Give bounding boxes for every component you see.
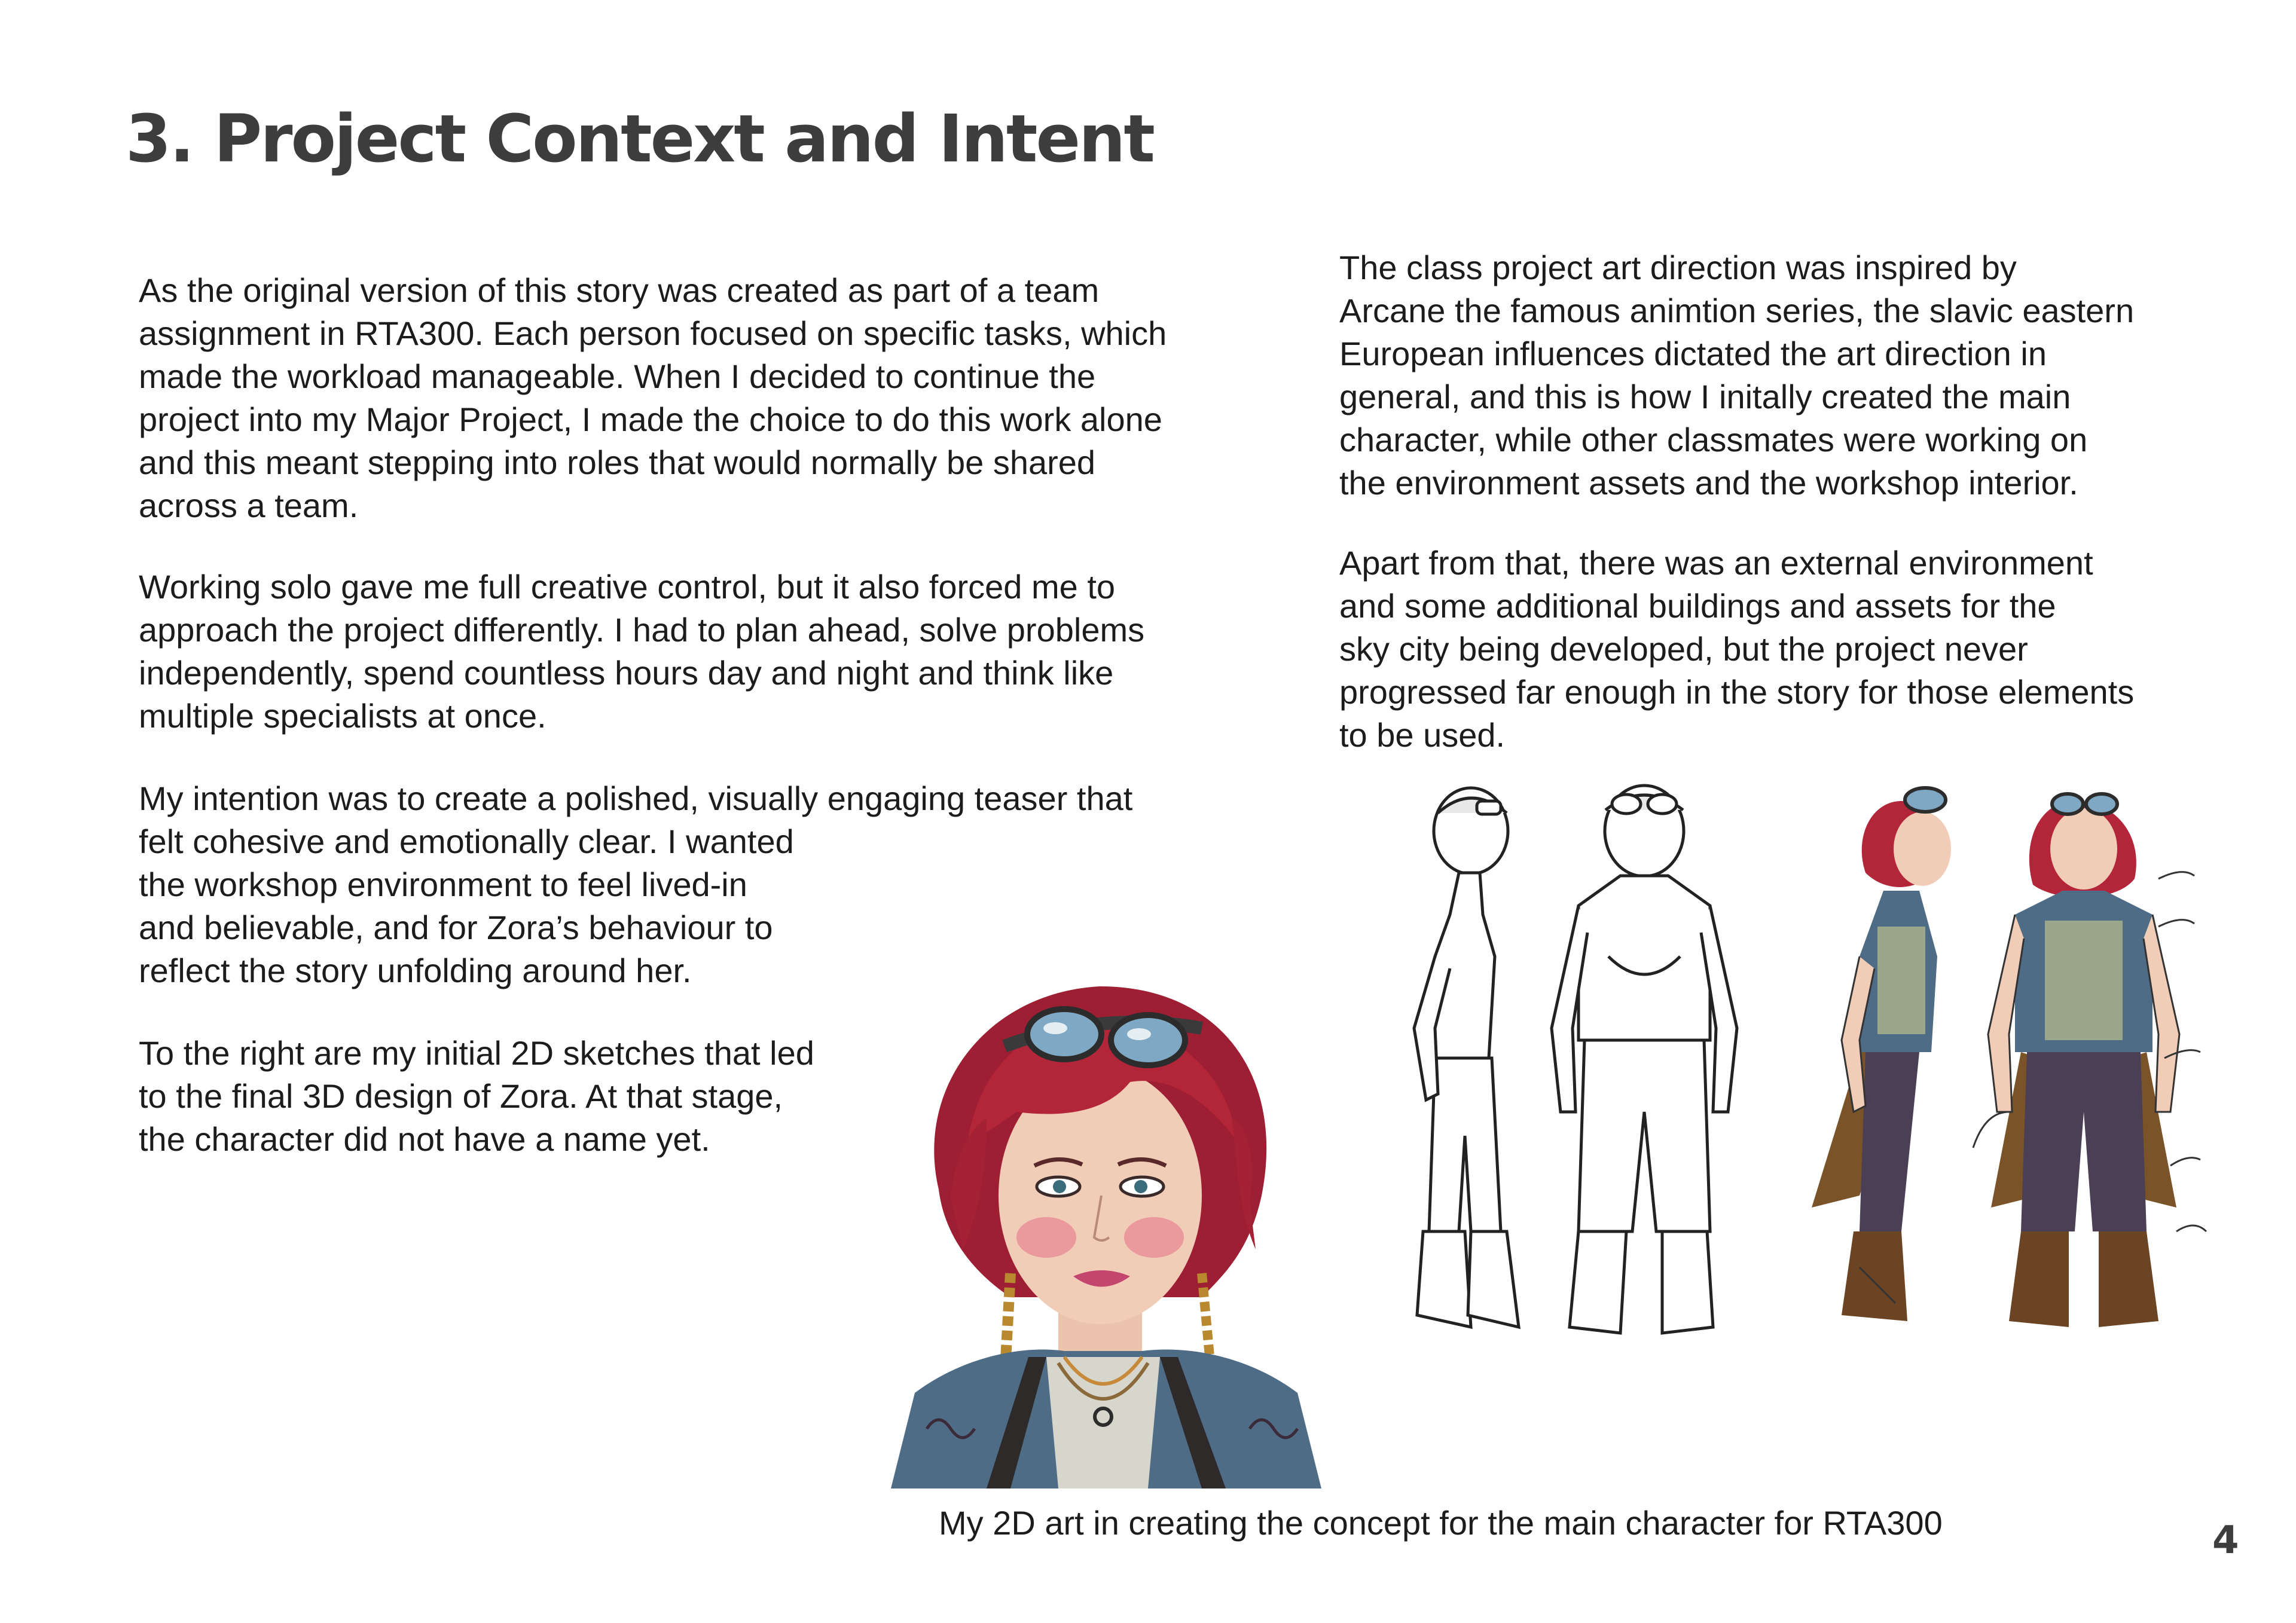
text-line: multiple specialists at once. bbox=[139, 697, 546, 735]
text-line: and this meant stepping into roles that would normally be shared bbox=[139, 444, 1096, 481]
paragraph-team-context bbox=[139, 269, 1167, 527]
text-line: assignment in RTA300. Each person focused on specific tasks, which bbox=[139, 314, 1167, 352]
text-line: project into my Major Project, I made the choice to do this work alone bbox=[139, 401, 1162, 438]
text-line: As the original version of this story was created as part of a team bbox=[139, 271, 1100, 309]
paragraph-sketches bbox=[139, 1032, 814, 1161]
page-number: 4 bbox=[2212, 1518, 2239, 1563]
text-line: European influences dictated the art direction in bbox=[1339, 335, 2047, 372]
paragraph-working-solo bbox=[139, 566, 1144, 738]
paragraph-art-direction bbox=[1339, 246, 2134, 505]
page-title: 3. Project Context and Intent bbox=[126, 100, 1153, 177]
text-line: The class project art direction was inspired by bbox=[1339, 249, 2017, 286]
text-line: sky city being developed, but the project never bbox=[1339, 630, 2028, 668]
text-line: independently, spend countless hours day and night and think like bbox=[139, 654, 1114, 692]
text-line: general, and this is how I initally created the main bbox=[1339, 378, 2071, 415]
text-line: to be used. bbox=[1339, 716, 1506, 754]
colored-side-view bbox=[1812, 788, 1951, 1321]
text-line: and some additional buildings and assets for the bbox=[1339, 587, 2056, 625]
text-line: the environment assets and the workshop interior. bbox=[1339, 464, 2078, 502]
sketch-front-view bbox=[1552, 785, 1737, 1333]
text-line: approach the project differently. I had to plan ahead, solve problems bbox=[139, 611, 1145, 649]
colored-front-view bbox=[1988, 794, 2179, 1327]
text-line: Working solo gave me full creative control, but it also forced me to bbox=[139, 568, 1116, 606]
character-turnaround-sheet bbox=[1381, 777, 2236, 1435]
text-line: and believable, and for Zora’s behaviour to bbox=[139, 909, 773, 946]
paragraph-external-environment bbox=[1339, 542, 2134, 757]
text-line: the workshop environment to feel lived-in bbox=[139, 866, 747, 903]
text-line: character, while other classmates were working on bbox=[1339, 421, 2088, 459]
text-line: reflect the story unfolding around her. bbox=[139, 952, 692, 989]
text-line: To the right are my initial 2D sketches that led bbox=[139, 1034, 814, 1072]
text-line: felt cohesive and emotionally clear. I wanted bbox=[139, 823, 794, 860]
figure-caption: My 2D art in creating the concept for the main character for RTA300 bbox=[939, 1504, 1943, 1542]
text-line: Arcane the famous animtion series, the slavic eastern bbox=[1339, 292, 2135, 329]
text-line: across a team. bbox=[139, 487, 359, 524]
text-line: My intention was to create a polished, visually engaging teaser that bbox=[139, 780, 1133, 817]
text-line: made the workload manageable. When I decided to continue the bbox=[139, 357, 1096, 395]
text-line: progressed far enough in the story for those elements bbox=[1339, 673, 2135, 711]
text-line: to the final 3D design of Zora. At that stage, bbox=[139, 1077, 783, 1115]
text-line: Apart from that, there was an external environment bbox=[1339, 544, 2093, 582]
character-portrait-illustration bbox=[867, 939, 1339, 1488]
sketch-side-view bbox=[1414, 788, 1519, 1327]
text-line: the character did not have a name yet. bbox=[139, 1120, 710, 1158]
